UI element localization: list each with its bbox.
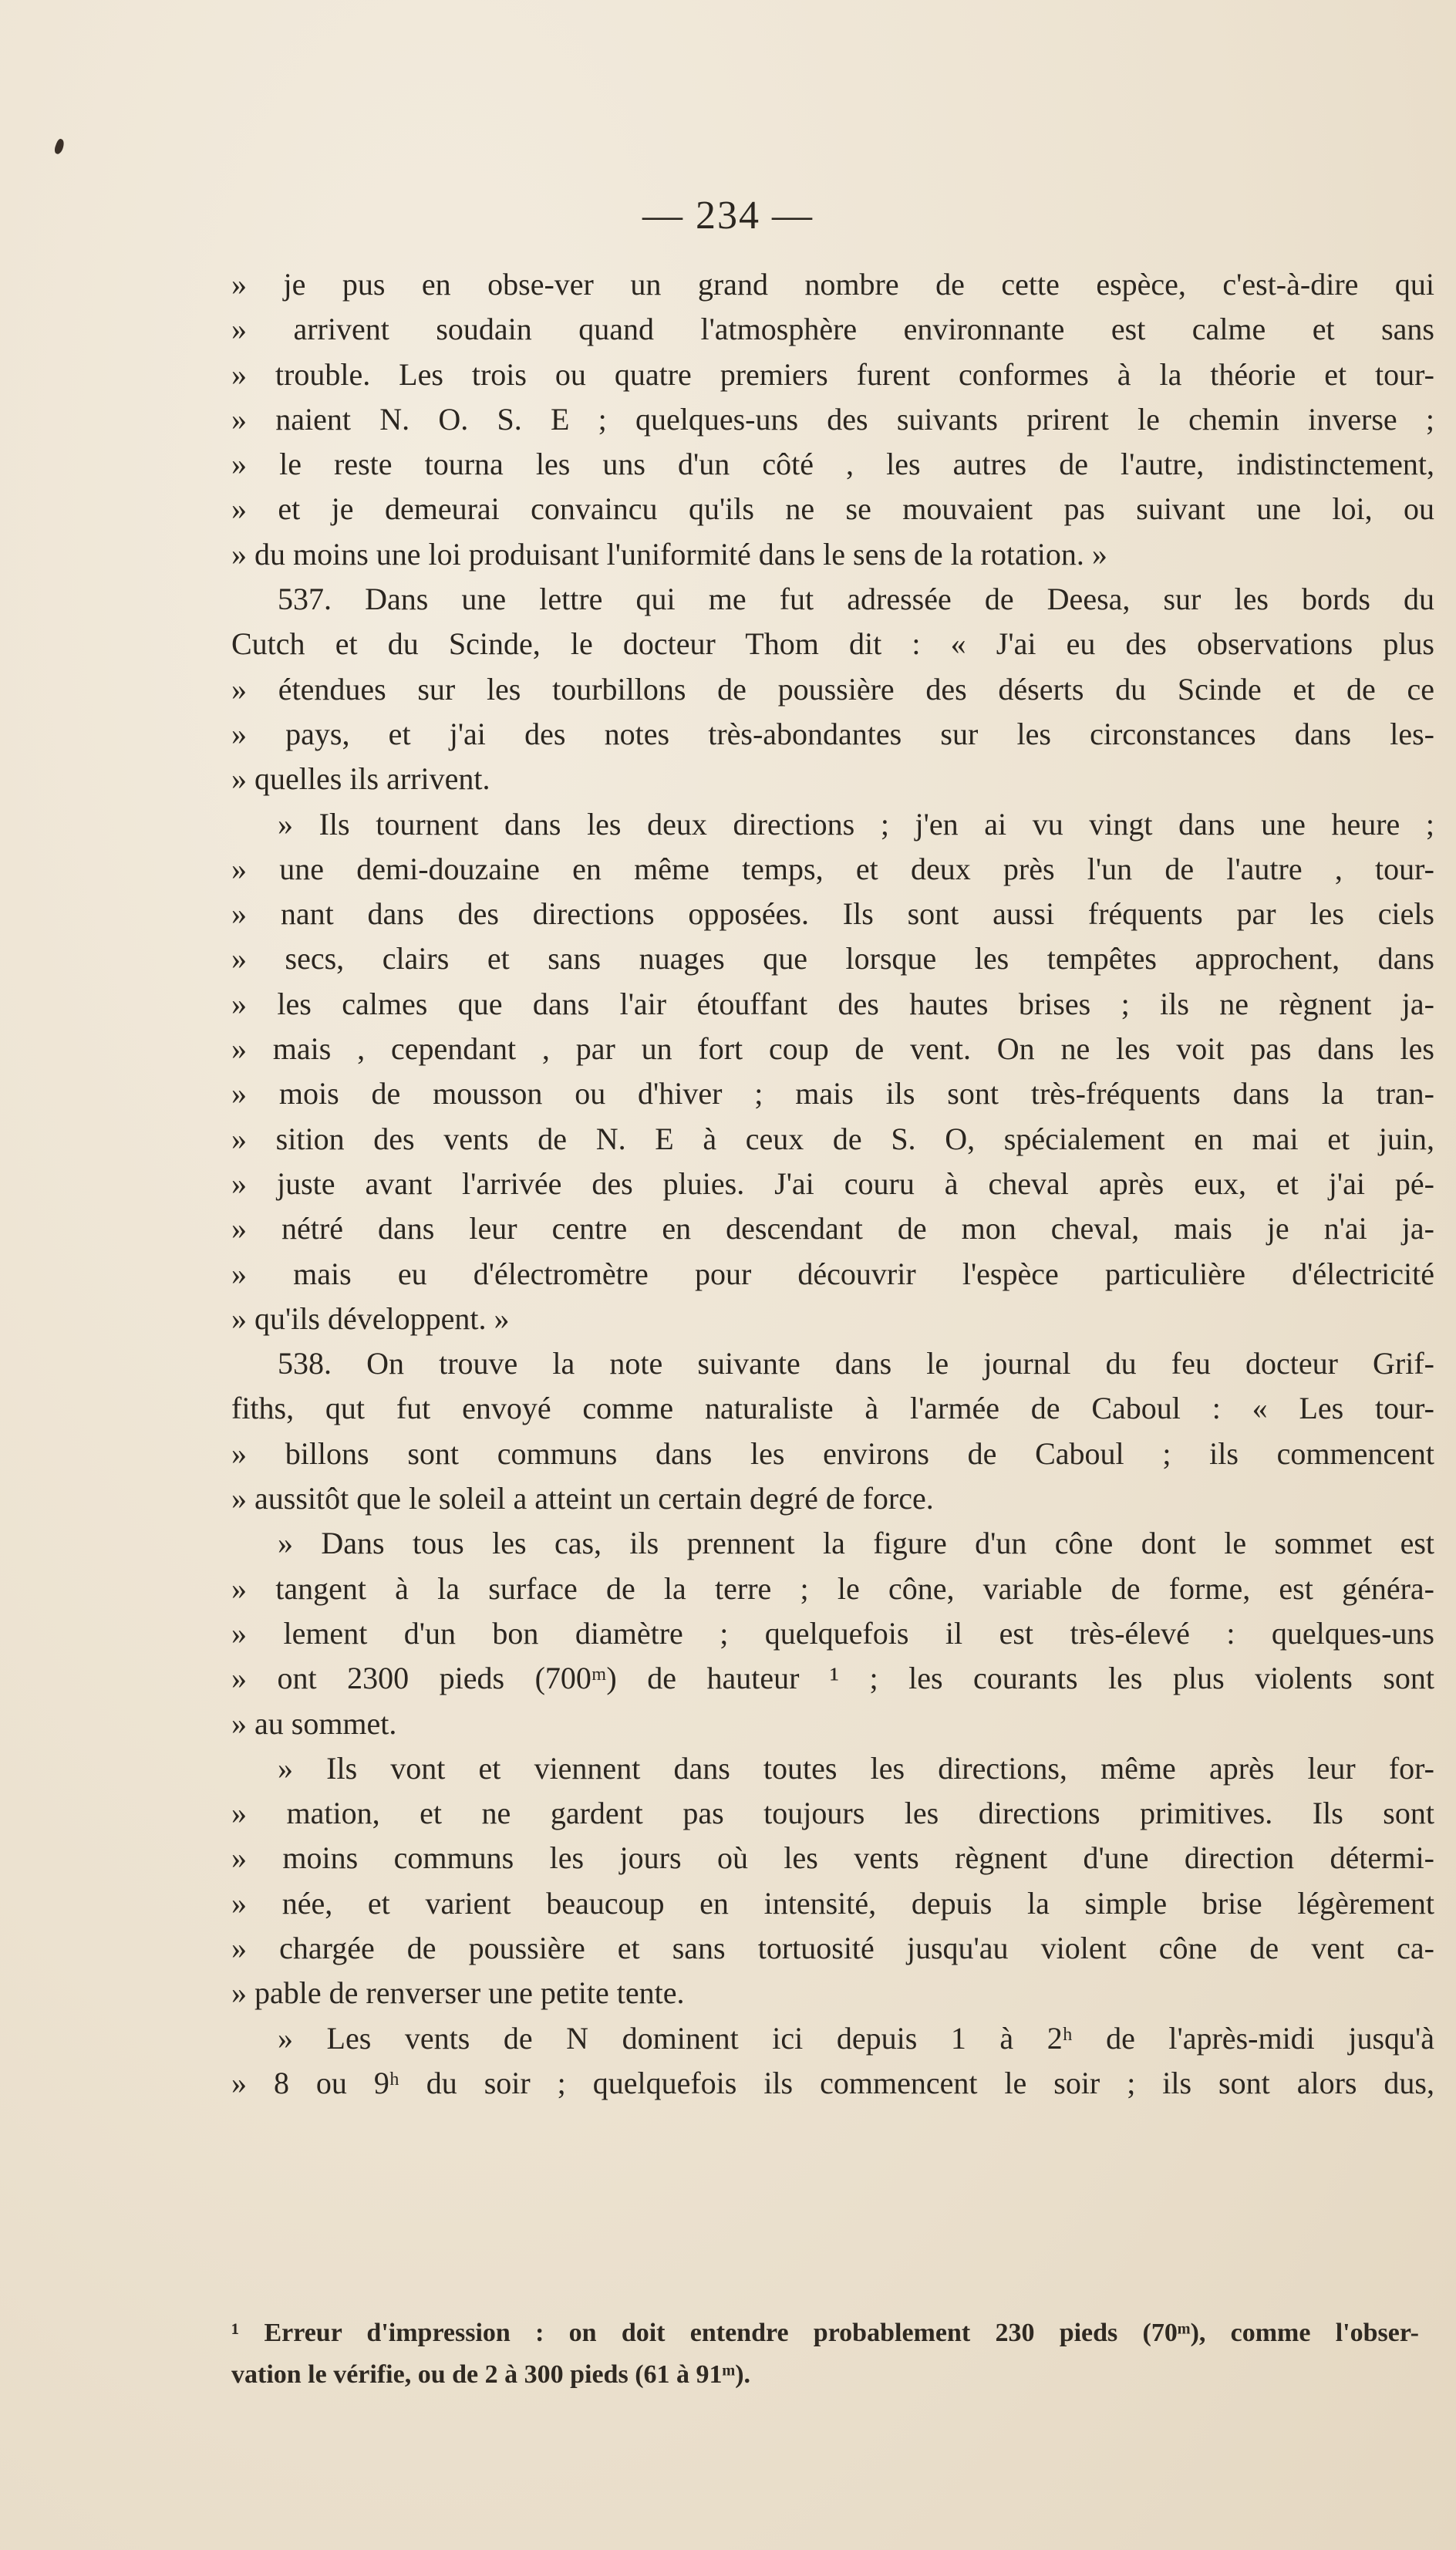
text-line: » née, et varient beaucoup en intensité, depuis la simple brise légèrement (231, 1885, 1434, 1921)
text-line: » au sommet. (231, 1705, 397, 1741)
text-line: » mais , cependant , par un fort coup de vent. On ne les voit pas dans les (231, 1031, 1434, 1067)
text-line: » trouble. Les trois ou quatre premiers furent conformes à la théorie et tour- (231, 356, 1434, 392)
text-line: » du moins une loi produisant l'uniformité dans le sens de la rotation. » (231, 536, 1107, 572)
text-line: » Ils tournent dans les deux directions ; j'en ai vu vingt dans une heure ; (278, 806, 1434, 842)
text-line: » Les vents de N dominent ici depuis 1 à 2ʰ de l'après-midi jusqu'à (278, 2020, 1434, 2056)
text-line: » les calmes que dans l'air étouffant des hautes brises ; ils ne règnent ja- (231, 986, 1434, 1021)
text-line: » mais eu d'électromètre pour découvrir l'espèce particulière d'électricité (231, 1256, 1434, 1291)
text-line: » naient N. O. S. E ; quelques-uns des suivants prirent le chemin inverse ; (231, 401, 1434, 437)
text-line: » qu'ils développent. » (231, 1300, 510, 1336)
text-line: » secs, clairs et sans nuages que lorsque les tempêtes approchent, dans (231, 941, 1434, 976)
text-line: » aussitôt que le soleil a atteint un certain degré de force. (231, 1481, 934, 1516)
footnote-line: ¹ Erreur d'impression : on doit entendre probablement 230 pieds (70ᵐ), comme l'obser- (231, 2319, 1419, 2347)
text-line: » mation, et ne gardent pas toujours les directions primitives. Ils sont (231, 1796, 1434, 1831)
text-line: » juste avant l'arrivée des pluies. J'ai couru à cheval après eux, et j'ai pé- (231, 1165, 1434, 1201)
body-text (231, 262, 1434, 2106)
text-line: » ont 2300 pieds (700ᵐ) de hauteur ¹ ; les courants les plus violents sont (231, 1661, 1434, 1696)
text-line: fiths, qut fut envoyé comme naturaliste à l'armée de Caboul : « Les tour- (231, 1391, 1434, 1426)
text-line: » moins communs les jours où les vents règnent d'une direction détermi- (231, 1840, 1434, 1876)
ink-stain (53, 138, 66, 155)
text-line: » nant dans des directions opposées. Ils sont aussi fréquents par les ciels (231, 896, 1434, 932)
text-line: » 8 ou 9ʰ du soir ; quelquefois ils commencent le soir ; ils sont alors dus, (231, 2065, 1434, 2100)
text-line: » Dans tous les cas, ils prennent la figure d'un cône dont le sommet est (278, 1526, 1434, 1561)
text-line: » tangent à la surface de la terre ; le cône, variable de forme, est généra- (231, 1570, 1434, 1606)
text-line: » arrivent soudain quand l'atmosphère environnante est calme et sans (231, 312, 1434, 347)
text-line: » mois de mousson ou d'hiver ; mais ils sont très-fréquents dans la tran- (231, 1076, 1434, 1111)
text-line: » et je demeurai convaincu qu'ils ne se mouvaient pas suivant une loi, ou (231, 491, 1434, 527)
text-line: » le reste tourna les uns d'un côté , les autres de l'autre, indistinctement, (231, 447, 1434, 482)
text-line: » nétré dans leur centre en descendant de mon cheval, mais je n'ai ja- (231, 1211, 1434, 1246)
text-line: 537. Dans une lettre qui me fut adressée de Deesa, sur les bords du (278, 582, 1434, 617)
text-line: » quelles ils arrivent. (231, 761, 490, 797)
text-line: » billons sont communs dans les environs de Caboul ; ils commencent (231, 1435, 1434, 1471)
text-line: » pable de renverser une petite tente. (231, 1975, 685, 2011)
text-line: » pays, et j'ai des notes très-abondantes sur les circonstances dans les- (231, 716, 1434, 751)
text-line: 538. On trouve la note suivante dans le journal du feu docteur Grif- (278, 1346, 1434, 1381)
text-line: Cutch et du Scinde, le docteur Thom dit : « J'ai eu des observations plus (231, 626, 1434, 662)
footnotes (231, 2312, 1419, 2396)
text-line: » sition des vents de N. E à ceux de S. O, spécialement en mai et juin, (231, 1121, 1434, 1156)
text-line: » étendues sur les tourbillons de poussière des déserts du Scinde et de ce (231, 671, 1434, 707)
text-line: » Ils vont et viennent dans toutes les directions, même après leur for- (278, 1750, 1434, 1786)
page-number: — 234 — (642, 194, 814, 238)
text-line: » chargée de poussière et sans tortuosité jusqu'au violent cône de vent ca- (231, 1930, 1434, 1965)
text-line: » lement d'un bon diamètre ; quelquefois il est très-élevé : quelques-uns (231, 1615, 1434, 1651)
footnote-line: vation le vérifie, ou de 2 à 300 pieds (61 à 91ᵐ). (231, 2360, 751, 2389)
text-line: » je pus en obse‑ver un grand nombre de cette espèce, c'est-à-dire qui (231, 267, 1434, 302)
text-line: » une demi-douzaine en même temps, et deux près l'un de l'autre , tour- (231, 851, 1434, 886)
